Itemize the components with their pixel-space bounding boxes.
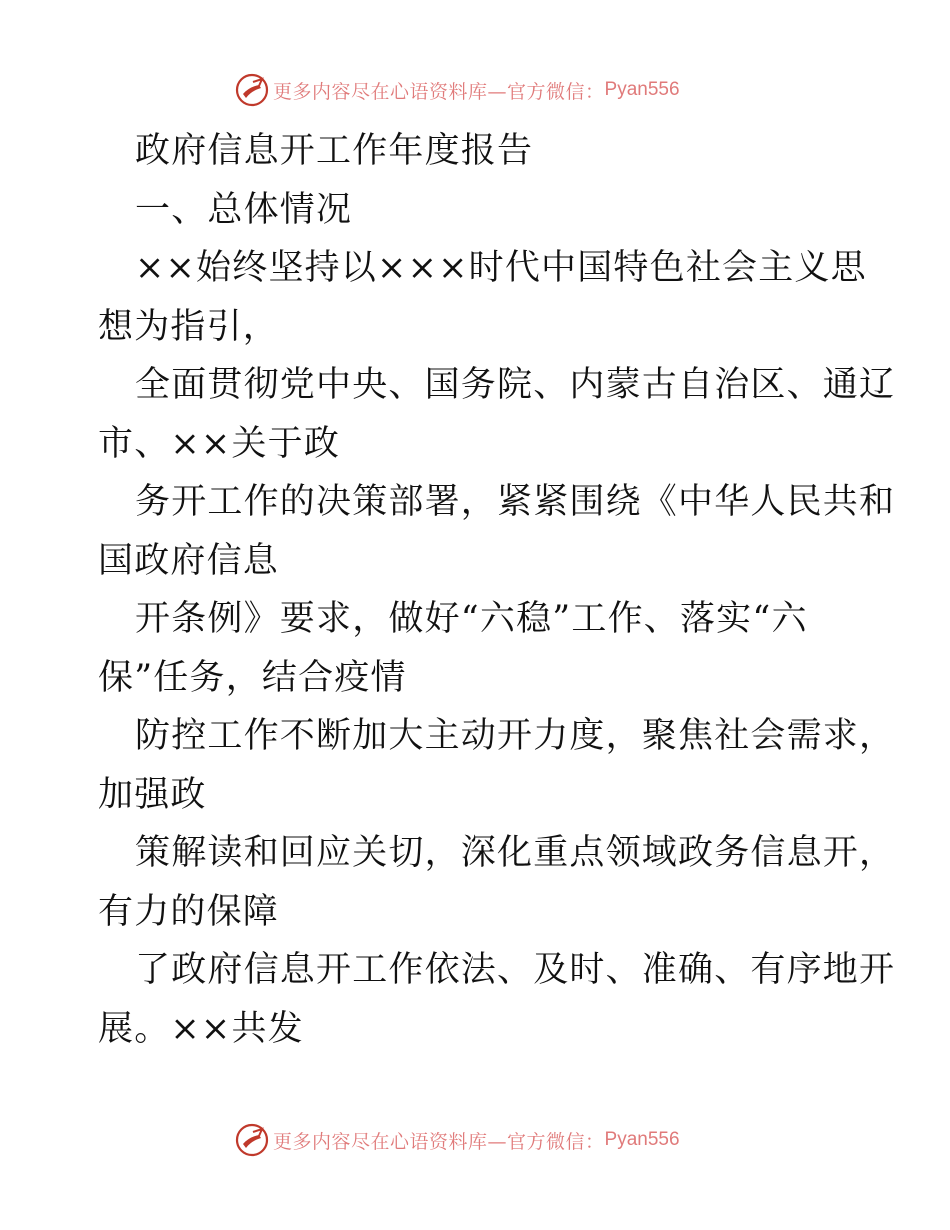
paragraph-line: 加强政 (98, 774, 207, 815)
paragraph-line: 市、××关于政 (98, 423, 341, 464)
document-body (98, 122, 896, 1058)
book-pen-logo-icon (235, 1123, 269, 1157)
section-heading: 一、总体情况 (135, 189, 353, 230)
paragraph-line: 想为指引， (98, 306, 280, 347)
footer-watermark (235, 1122, 715, 1158)
watermark-wechat-id: Pyan556 (604, 79, 680, 100)
paragraph-line: 务开工作的决策部署，紧紧围绕《中华人民共和 (135, 482, 896, 522)
watermark-text: 更多内容尽在心语资料库—官方微信： (273, 80, 605, 103)
paragraph-line: 开条例》要求，做好“六稳”工作、落实“六 (135, 599, 808, 639)
paragraph-line: 全面贯彻党中央、国务院、内蒙古自治区、通辽 (135, 365, 896, 405)
paragraph-line: 国政府信息 (98, 540, 280, 581)
watermark-text: 更多内容尽在心语资料库—官方微信： (273, 1130, 605, 1153)
paragraph-line: 了政府信息开工作依法、及时、准确、有序地开 (135, 950, 896, 990)
paragraph-line: ××始终坚持以×××时代中国特色社会主义思 (135, 248, 867, 288)
document-title: 政府信息开工作年度报告 (135, 131, 534, 171)
paragraph-line: 策解读和回应关切，深化重点领域政务信息开， (135, 833, 896, 873)
paragraph-line: 防控工作不断加大主动开力度，聚焦社会需求， (135, 716, 896, 756)
paragraph-line: 展。××共发 (98, 1008, 304, 1049)
watermark-wechat-id: Pyan556 (604, 1129, 680, 1150)
header-watermark (235, 72, 715, 108)
paragraph-line: 保”任务，结合疫情 (98, 657, 407, 698)
paragraph-line: 有力的保障 (98, 891, 280, 932)
book-pen-logo-icon (235, 73, 269, 107)
